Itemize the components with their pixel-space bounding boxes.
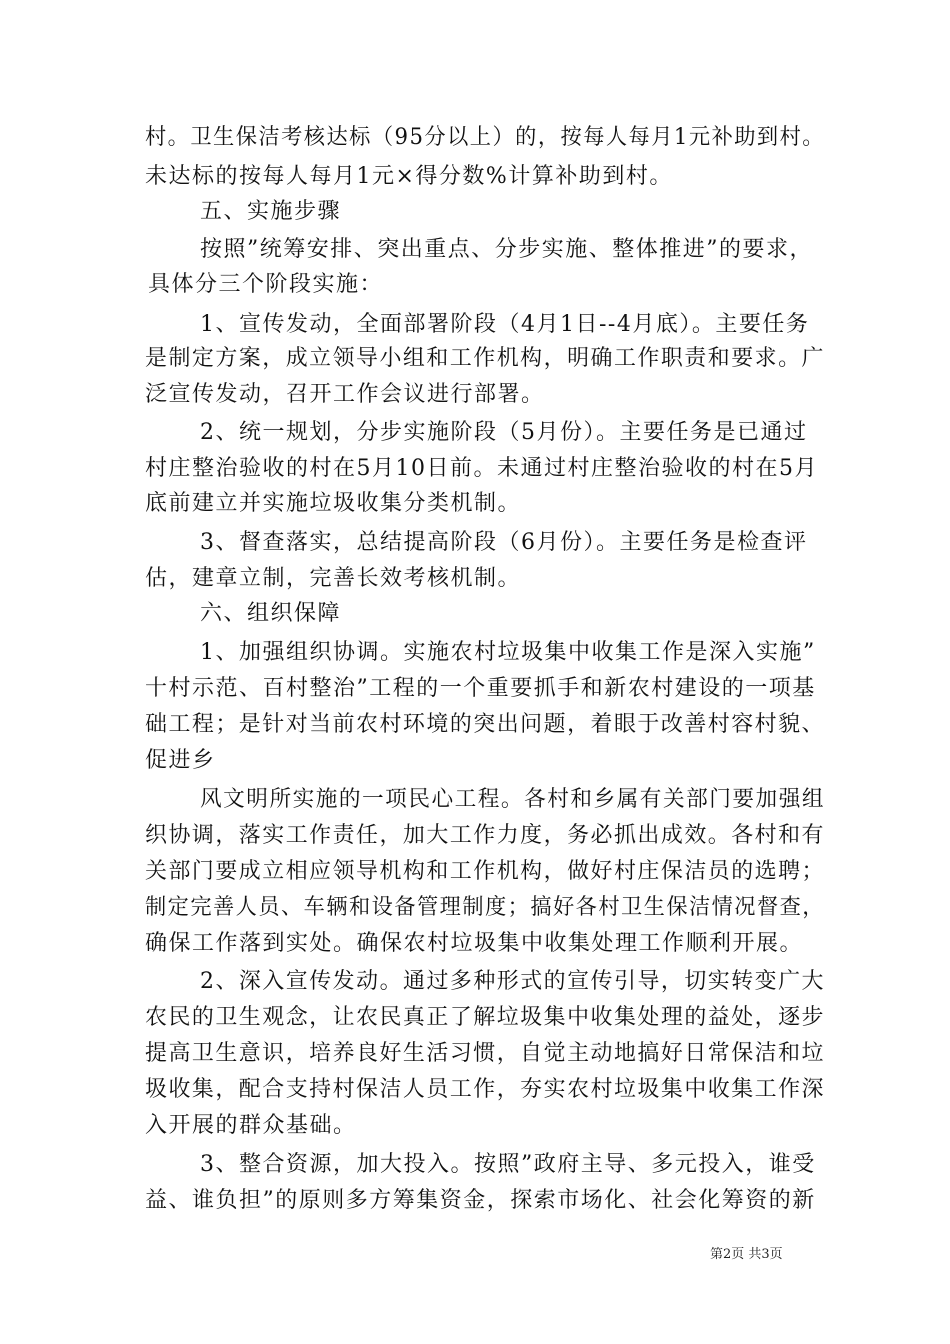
text-line: 是制定方案，成立领导小组和工作机构，明确工作职责和要求。广 [145,346,826,371]
text-line: 1、宣传发动，全面部署阶段（4月1日--4月底）。主要任务 [200,312,810,337]
text-line: 具体分三个阶段实施： [148,272,384,297]
text-line: 1、加强组织协调。实施农村垃圾集中收集工作是深入实施” [200,640,816,665]
text-line: 泛宣传发动，召开工作会议进行部署。 [145,382,545,407]
page-number-footer: 第2页 共3页 [710,1247,783,1262]
text-line: 础工程；是针对当前农村环境的突出问题，着眼于改善村容村貌、 [145,712,826,737]
text-line: 风文明所实施的一项民心工程。各村和乡属有关部门要加强组 [200,787,825,812]
text-line: 提高卫生意识，培养良好生活习惯，自觉主动地搞好日常保洁和垃 [145,1041,826,1066]
text-line: 农民的卫生观念，让农民真正了解垃圾集中收集处理的益处，逐步 [145,1005,826,1030]
section-heading: 六、组织保障 [200,601,342,626]
text-line: 2、深入宣传发动。通过多种形式的宣传引导，切实转变广大 [200,969,825,994]
text-line: 圾收集，配合支持村保洁人员工作，夯实农村垃圾集中收集工作深 [145,1077,826,1102]
text-line: 未达标的按每人每月1元×得分数%计算补助到村。 [145,164,673,189]
text-line: 估，建章立制，完善长效考核机制。 [145,566,522,591]
text-line: 确保工作落到实处。确保农村垃圾集中收集处理工作顺利开展。 [145,931,804,956]
text-line: 村。卫生保洁考核达标（95分以上）的，按每人每月1元补助到村。 [145,125,825,150]
text-line: 村庄整治验收的村在5月10日前。未通过村庄整治验收的村在5月 [145,456,818,481]
text-line: 织协调，落实工作责任，加大工作力度，务必抓出成效。各村和有 [145,823,826,848]
section-heading: 五、实施步骤 [200,199,342,224]
text-line: 关部门要成立相应领导机构和工作机构，做好村庄保洁员的选聘； [145,859,826,884]
text-line: 3、督查落实，总结提高阶段（6月份）。主要任务是检查评 [200,530,808,555]
text-line: 入开展的群众基础。 [145,1113,357,1138]
text-line: 3、整合资源，加大投入。按照”政府主导、多元投入，谁受 [200,1152,816,1177]
text-line: 促进乡 [145,748,216,773]
text-line: 2、统一规划，分步实施阶段（5月份）。主要任务是已通过 [200,420,808,445]
text-line: 制定完善人员、车辆和设备管理制度；搞好各村卫生保洁情况督查， [145,895,825,920]
text-line: 底前建立并实施垃圾收集分类机制。 [145,491,522,516]
text-line: 按照”统筹安排、突出重点、分步实施、整体推进”的要求， [200,237,813,262]
text-line: 十村示范、百村整治”工程的一个重要抓手和新农村建设的一项基 [145,676,816,701]
text-line: 益、谁负担”的原则多方筹集资金，探索市场化、社会化筹资的新 [145,1188,816,1213]
